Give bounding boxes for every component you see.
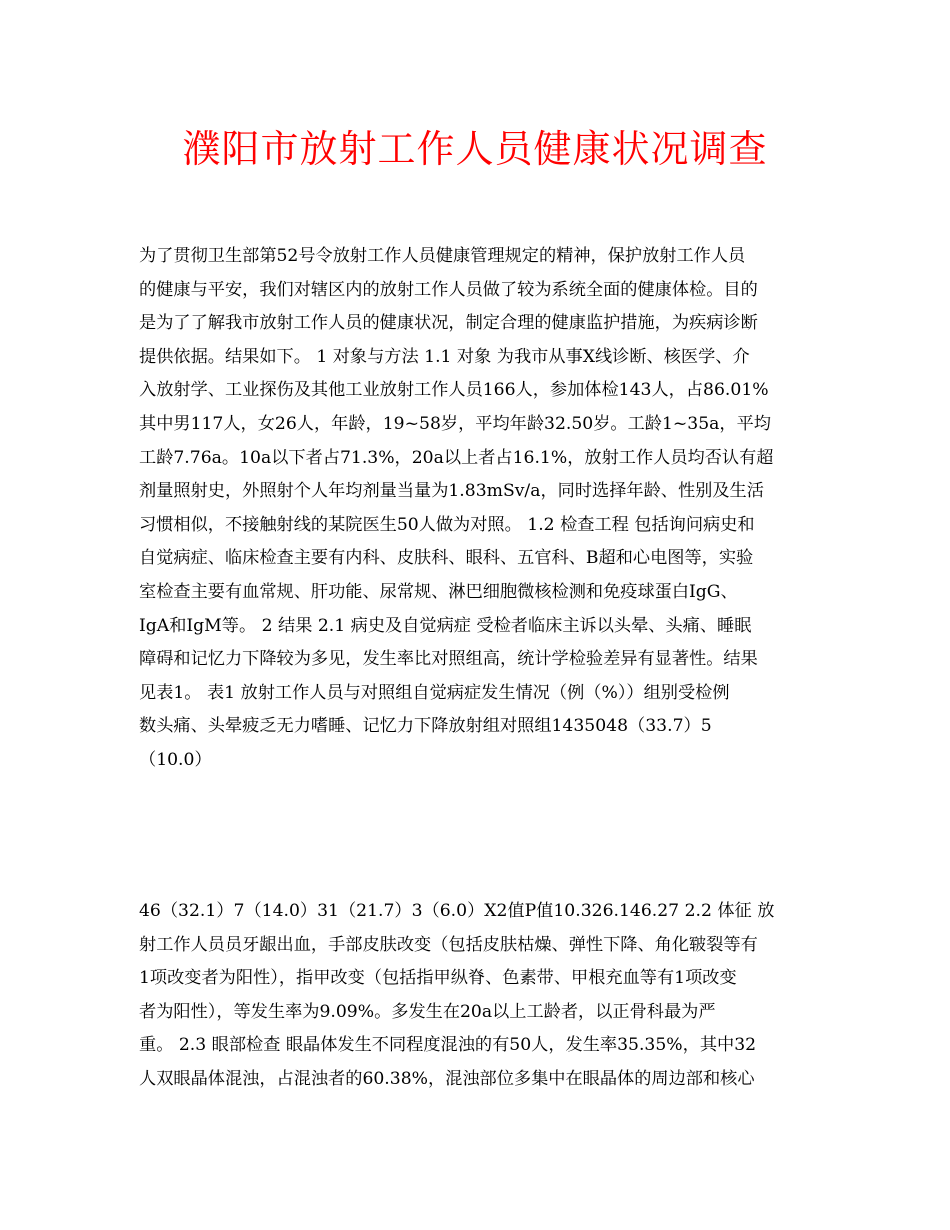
text-line: 重。 2.3 眼部检查 眼晶体发生不同程度混浊的有50人，发生率35.35%，其中32 — [139, 1035, 757, 1056]
text-line: 其中男117人，女26人，年龄，19~58岁，平均年龄32.50岁。工龄1~35a，平均 — [139, 413, 771, 434]
text-line: 是为了了解我市放射工作人员的健康状况，制定合理的健康监护措施，为疾病诊断 — [139, 313, 758, 334]
text-line: 见表1。 表1 放射工作人员与对照组自觉病症发生情况（例（%））组别受检例 — [139, 682, 730, 703]
text-line: 习惯相似，不接触射线的某院医生50人做为对照。 1.2 检查工程 包括询问病史和 — [139, 514, 755, 535]
text-line: 障碍和记忆力下降较为多见，发生率比对照组高，统计学检验差异有显著性。结果 — [139, 649, 758, 670]
text-line: 者为阳性），等发生率为9.09%。多发生在20a以上工龄者，以正骨科最为严 — [139, 1001, 716, 1022]
text-line: 工龄7.76a。10a以下者占71.3%，20a以上者占16.1%，放射工作人员均否认有超 — [139, 447, 774, 468]
text-line: （10.0） — [139, 749, 212, 770]
text-line: 入放射学、工业探伤及其他工业放射工作人员166人，参加体检143人，占86.01% — [139, 380, 769, 401]
text-line: 为了贯彻卫生部第52号令放射工作人员健康管理规定的精神，保护放射工作人员 — [139, 246, 746, 266]
text-line: 室检查主要有血常规、肝功能、尿常规、淋巴细胞微核检测和免疫球蛋白IgG、 — [139, 581, 738, 602]
text-line: 提供依据。结果如下。 1 对象与方法 1.1 对象 为我市从事X线诊断、核医学、介 — [139, 346, 750, 367]
text-line: 46（32.1）7（14.0）31（21.7）3（6.0）X2值P值10.326.146.27 2.2 体征 放 — [139, 901, 775, 921]
document-title: 濮阳市放射工作人员健康状况调查 — [182, 127, 768, 171]
text-line: 射工作人员员牙龈出血，手部皮肤改变（包括皮肤枯燥、弹性下降、角化皲裂等有 — [139, 934, 758, 955]
text-line: IgA和IgM等。 2 结果 2.1 病史及自觉病症 受检者临床主诉以头晕、头痛、睡眠 — [139, 615, 752, 636]
text-line: 1项改变者为阳性），指甲改变（包括指甲纵脊、色素带、甲根充血等有1项改变 — [139, 968, 737, 989]
text-line: 自觉病症、临床检查主要有内科、皮肤科、眼科、五官科、B超和心电图等，实验 — [139, 548, 754, 569]
text-line: 人双眼晶体混浊，占混浊者的60.38%，混浊部位多集中在眼晶体的周边部和核心 — [139, 1068, 755, 1089]
text-line: 的健康与平安，我们对辖区内的放射工作人员做了较为系统全面的健康体检。目的 — [139, 279, 758, 300]
text-line: 数头痛、头晕疲乏无力嗜睡、记忆力下降放射组对照组1435048（33.7）5 — [139, 716, 712, 737]
body-paragraph-2 — [139, 895, 815, 1097]
text-line: 剂量照射史，外照射个人年均剂量当量为1.83mSv/a，同时选择年龄、性别及生活 — [139, 481, 764, 502]
body-paragraph-1 — [139, 240, 815, 778]
